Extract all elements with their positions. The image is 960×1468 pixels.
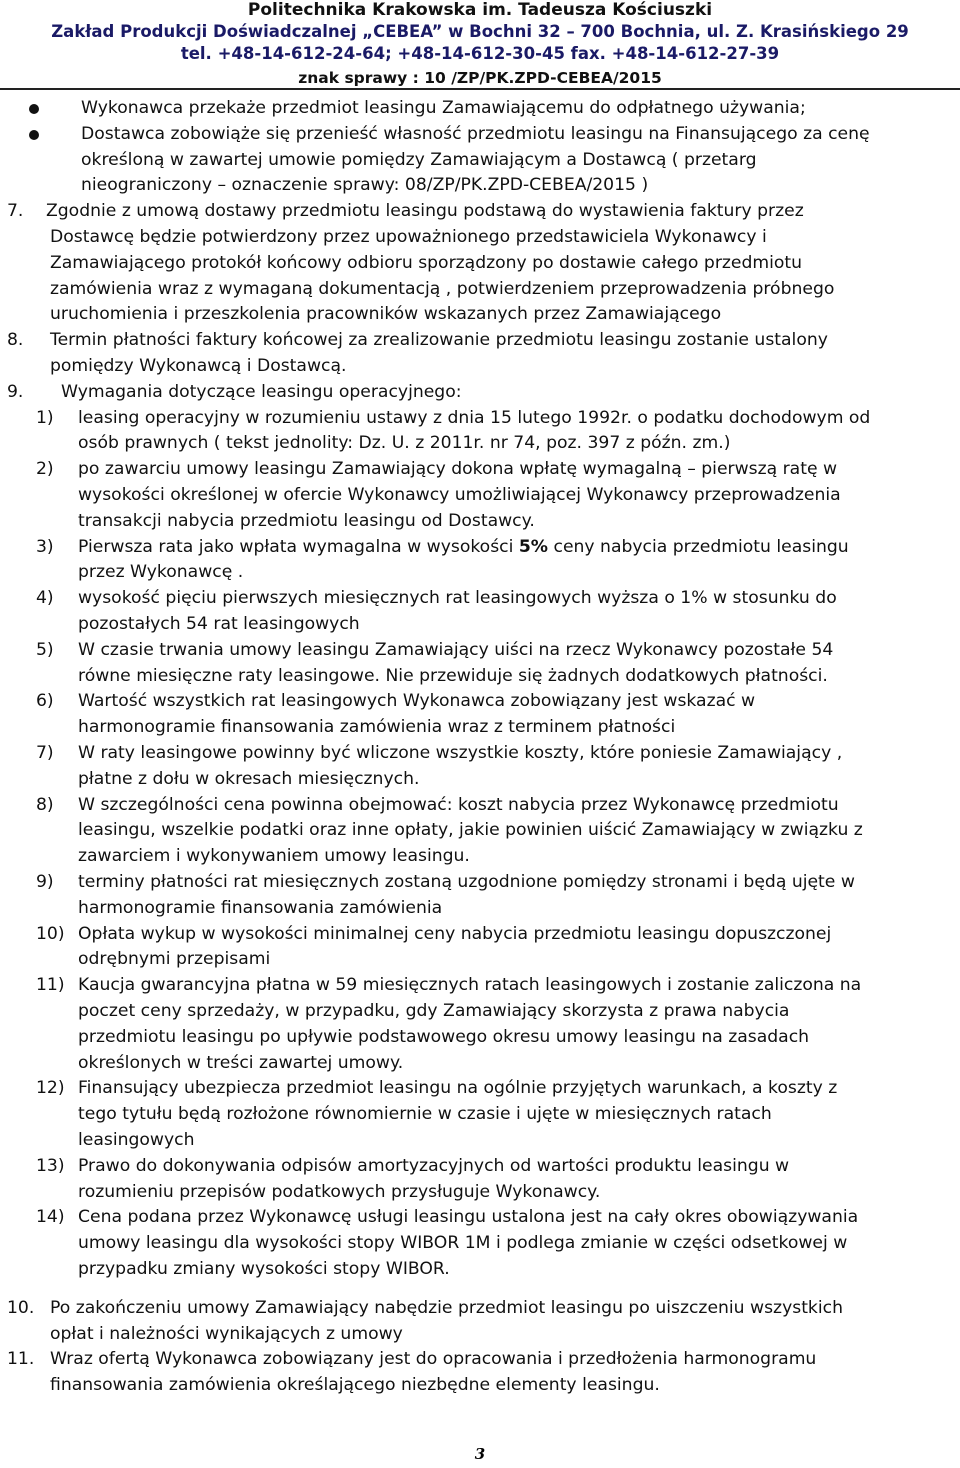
- list-item-text: Prawo do dokonywania odpisów amortyzacyjnych od wartości produktu leasingu w: [78, 1155, 790, 1176]
- list-item-text: osób prawnych ( tekst jednolity: Dz. U. z 2011r. nr 74, poz. 397 z późn. zm.): [78, 433, 731, 454]
- list-item-text: transakcji nabycia przedmiotu leasingu od Dostawcy.: [78, 510, 535, 531]
- list-item-number: 3): [36, 536, 54, 557]
- list-item-text: poczet ceny sprzedaży, w przypadku, gdy Zamawiający skorzysta z prawa nabycia: [78, 1001, 790, 1021]
- list-item-text: leasingowych: [78, 1130, 195, 1150]
- list-item-number: 13): [36, 1155, 65, 1176]
- list-item-text: umowy leasingu dla wysokości stopy WIBOR 1M i podlega zmianie w części odsetkowej w: [78, 1233, 848, 1254]
- emphasis-value: 5%: [518, 536, 549, 557]
- section-number: 10.: [7, 1297, 35, 1318]
- list-item-number: 5): [36, 639, 54, 660]
- list-item-text: Cena podana przez Wykonawcę usługi leasingu ustalona jest na cały okres obowiązywania: [78, 1207, 859, 1228]
- bullet-text: nieograniczony – oznaczenie sprawy: 08/ZP/PK.ZPD-CEBEA/2015 ): [81, 175, 649, 196]
- list-item-text: rozumieniu przepisów podatkowych przysługuje Wykonawcy.: [78, 1181, 601, 1202]
- list-item-text: Kaucja gwarancyjna płatna w 59 miesięcznych ratach leasingowych i zostanie zaliczona na: [78, 975, 862, 996]
- bullet-icon: [29, 130, 39, 140]
- list-item-text: W szczególności cena powinna obejmować: koszt nabycia przez Wykonawcę przedmiotu: [78, 794, 839, 815]
- list-item-text: pozostałych 54 rat leasingowych: [78, 614, 360, 634]
- list-item-text: odrębnymi przepisami: [78, 949, 271, 970]
- list-item-text: Wartość wszystkich rat leasingowych Wykonawca zobowiązany jest wskazać w: [78, 691, 756, 712]
- list-item-text: W raty leasingowe powinny być wliczone wszystkie koszty, które poniesie Zamawiający ,: [78, 743, 843, 763]
- list-item-text: przypadku zmiany wysokości stopy WIBOR.: [78, 1259, 450, 1279]
- section-number: 8.: [7, 330, 24, 351]
- section-11-text: Wraz ofertą Wykonawca zobowiązany jest do opracowania i przedłożenia harmonogramu: [50, 1349, 817, 1370]
- section-7-text: Zamawiającego protokół końcowy odbioru sporządzony po dostawie całego przedmiotu: [50, 252, 803, 273]
- list-item-text: przedmiotu leasingu po upływie podstawowego okresu umowy leasingu na zasadach: [78, 1026, 810, 1047]
- section-7-text: Dostawcę będzie potwierdzony przez upoważnionego przedstawiciela Wykonawcy i: [50, 227, 767, 247]
- header-divider: [0, 88, 960, 90]
- section-11-text: finansowania zamówienia określającego niezbędne elementy leasingu.: [50, 1375, 660, 1396]
- list-item-text: wysokości określonej w ofercie Wykonawcy umożliwiającej Wykonawcy przeprowadzenia: [78, 485, 841, 505]
- section-number: 9.: [7, 381, 24, 402]
- list-item-number: 7): [36, 743, 54, 763]
- section-10-text: opłat i należności wynikających z umowy: [50, 1323, 403, 1344]
- department-address: Zakład Produkcji Doświadczalnej „CEBEA” w Bochni 32 – 700 Bochnia, ul. Z. Krasińskiego 29: [51, 22, 909, 41]
- list-item-number: 1): [36, 407, 54, 428]
- contact-numbers: tel. +48-14-612-24-64; +48-14-612-30-45 fax. +48-14-612-27-39: [180, 44, 780, 63]
- list-item-text: tego tytułu będą rozłożone równomiernie w czasie i ujęte w miesięcznych ratach: [78, 1104, 772, 1125]
- list-item-text: określonych w treści zawartej umowy.: [78, 1052, 404, 1073]
- case-reference: znak sprawy : 10 /ZP/PK.ZPD-CEBEA/2015: [298, 69, 662, 87]
- list-item-text: płatne z dołu w okresach miesięcznych.: [78, 768, 420, 789]
- list-item-text: po zawarciu umowy leasingu Zamawiający dokona wpłatę wymagalną – pierwszą ratę w: [78, 459, 838, 480]
- section-7-text: uruchomienia i przeszkolenia pracowników wskazanych przez Zamawiającego: [50, 304, 722, 325]
- section-7-text: zamówienia wraz z wymaganą dokumentacją , potwierdzeniem przeprowadzenia próbnego: [50, 278, 835, 299]
- list-item-text: Finansujący ubezpiecza przedmiot leasingu na ogólnie przyjętych warunkach, a koszty z: [78, 1078, 838, 1099]
- section-number: 11.: [7, 1349, 35, 1370]
- section-number: 7.: [7, 201, 24, 222]
- bullet-text: Wykonawca przekaże przedmiot leasingu Zamawiającemu do odpłatnego używania;: [81, 98, 806, 118]
- list-item-text: wysokość pięciu pierwszych miesięcznych rat leasingowych wyższa o 1% w stosunku do: [78, 588, 837, 609]
- bullet-icon: [29, 104, 39, 114]
- list-item-text: W czasie trwania umowy leasingu Zamawiający uiści na rzecz Wykonawcy pozostałe 54: [78, 639, 834, 660]
- list-item-text: równe miesięczne raty leasingowe. Nie przewiduje się żadnych dodatkowych płatności.: [78, 665, 828, 686]
- section-8-text: pomiędzy Wykonawcą i Dostawcą.: [50, 356, 347, 376]
- page-number: 3: [474, 1445, 486, 1463]
- section-7-text: Zgodnie z umową dostawy przedmiotu leasingu podstawą do wystawienia faktury przez: [46, 201, 804, 222]
- list-item-number: 6): [36, 691, 54, 712]
- list-item-number: 8): [36, 794, 54, 815]
- list-item-number: 14): [36, 1207, 65, 1228]
- list-item-number: 4): [36, 588, 54, 609]
- document-header: [0, 0, 960, 90]
- bullet-text: Dostawca zobowiąże się przenieść własność przedmiotu leasingu na Finansującego za cenę: [81, 123, 870, 144]
- list-item-text: Pierwsza rata jako wpłata wymagalna w wysokości 5% ceny nabycia przedmiotu leasingu: [78, 536, 849, 557]
- institution-name: Politechnika Krakowska im. Tadeusza Kościuszki: [247, 0, 713, 20]
- list-item-text: zawarciem i wykonywaniem umowy leasingu.: [78, 846, 470, 867]
- list-item-number: 12): [36, 1078, 65, 1099]
- list-item-text: terminy płatności rat miesięcznych zostaną uzgodnione pomiędzy stronami i będą ujęte w: [78, 872, 855, 892]
- section-9-title: Wymagania dotyczące leasingu operacyjnego:: [61, 381, 462, 402]
- list-item-text: Opłata wykup w wysokości minimalnej ceny nabycia przedmiotu leasingu dopuszczonej: [78, 923, 832, 944]
- list-item-text: przez Wykonawcę .: [78, 562, 244, 583]
- list-item-text: leasing operacyjny w rozumieniu ustawy z dnia 15 lutego 1992r. o podatku dochodowym od: [78, 407, 871, 428]
- list-item-text: harmonogramie finansowania zamówienia wraz z terminem płatności: [78, 717, 676, 738]
- section-8-text: Termin płatności faktury końcowej za zrealizowanie przedmiotu leasingu zostanie ustalony: [50, 330, 828, 351]
- bullet-text: określoną w zawartej umowie pomiędzy Zamawiającym a Dostawcą ( przetarg: [81, 149, 757, 170]
- list-item-number: 10): [36, 923, 65, 944]
- list-item-text-tail: ceny nabycia przedmiotu leasingu: [548, 536, 849, 557]
- section-10-text: Po zakończeniu umowy Zamawiający nabędzie przedmiot leasingu po uiszczeniu wszystkich: [50, 1297, 844, 1318]
- list-item-number: 9): [36, 872, 54, 892]
- list-item-number: 11): [36, 975, 65, 996]
- list-item-number: 2): [36, 459, 54, 480]
- list-item-text: harmonogramie finansowania zamówienia: [78, 897, 443, 918]
- list-item-text: leasingu, wszelkie podatki oraz inne opłaty, jakie powinien uiścić Zamawiający w związku z: [78, 820, 863, 841]
